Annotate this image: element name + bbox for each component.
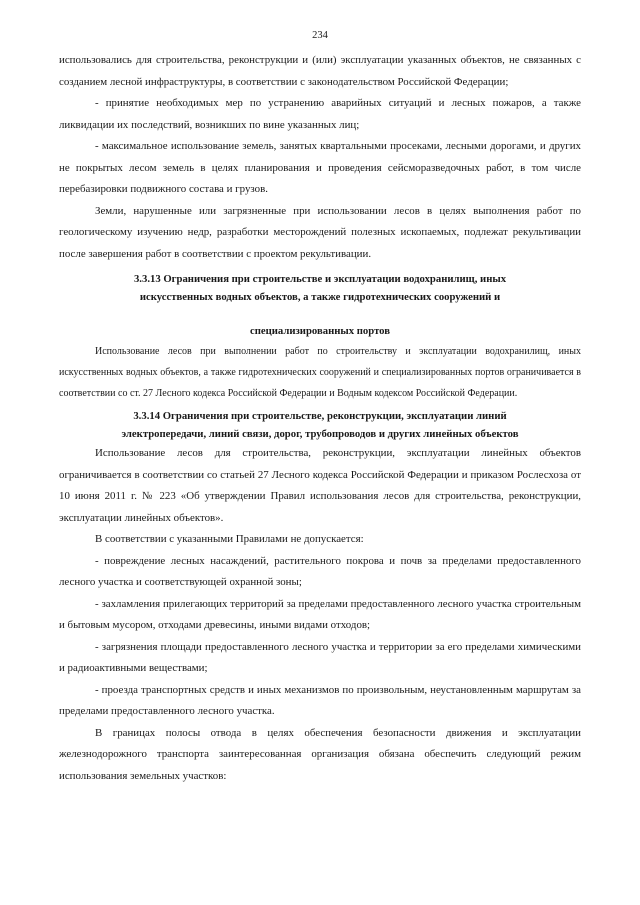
section-heading-3313-line3: специализированных портов	[249, 325, 391, 337]
paragraph-3314-intro: Использование лесов для строительства, реконструкции, эксплуатации линейных объектов ограничивается в соответствии со статьей 27 Лесного кодекса Российской Федерации и приказом Рослесхоза от 10 июня 2011 г. № 223 «Об утверждении Правил использования лесов для строительства, реконструкции, эксплуатации линейных объектов».	[59, 447, 581, 524]
section-heading-3314	[59, 408, 581, 443]
list-item-max-use: - максимальное использование земель, занятых квартальными просеками, лесными дорогами, и других не покрытых лесом земель в целях планирования и проведения сейсморазведочных работ, в том числе перебазировки подвижного состава и грузов.	[59, 140, 581, 195]
list-item-littering: - захламления прилегающих территорий за пределами предоставленного лесного участка строительным и бытовым мусором, отходами древесины, иными видами отходов;	[59, 597, 581, 632]
section-heading-3314-line1: 3.3.14 Ограничения при строительстве, реконструкции, эксплуатации линий	[133, 410, 507, 423]
section-heading-3313-line1: 3.3.13 Ограничения при строительстве и эксплуатации водохранилищ, иных	[133, 273, 507, 285]
page-content	[59, 50, 581, 787]
section-heading-3313-line2: искусственных водных объектов, а также гидротехнических сооружений и	[139, 290, 501, 303]
list-item-vehicles: - проезда транспортных средств и иных механизмов по произвольным, неустановленным маршрутам за пределами предоставленного лесного участка.	[59, 683, 581, 718]
paragraph-continuation: использовались для строительства, реконструкции и (или) эксплуатации указанных объектов, не связанных с созданием лесной инфраструктуры, в соответствии с законодательством Российской Федерации;	[59, 54, 581, 88]
paragraph-3313-body: Использование лесов при выполнении работ по строительству и эксплуатации водохранилищ, иных искусственных водных объектов, а также гидротехнических сооружений и специализированных портов ограничивается в соответствии со ст. 27 Лесного кодекса Российской Федерации и Водным кодексом Российской Федерации.	[59, 345, 581, 400]
paragraph-3314-rules: В соответствии с указанными Правилами не допускается:	[95, 533, 364, 546]
section-heading-3313	[59, 271, 581, 306]
list-item-damage: - повреждение лесных насаждений, растительного покрова и почв за пределами предоставленного лесного участка и соответствующей охранной зоны;	[59, 554, 581, 589]
paragraph-recultivation: Земли, нарушенные или загрязненные при использовании лесов в целях выполнения работ по геологическому изучению недр, разработки месторождений полезных ископаемых, подлежат рекультивации после завершения работ в соответствии с проектом рекультивации.	[59, 204, 581, 260]
paragraph-right-of-way: В границах полосы отвода в целях обеспечения безопасности движения и эксплуатации железнодорожного транспорта заинтересованная организация обязана обеспечить следующий режим использования земельных участков:	[59, 726, 581, 782]
section-heading-3314-line2: электропередачи, линий связи, дорог, трубопроводов и других линейных объектов	[121, 427, 519, 440]
list-item-pollution: - загрязнения площади предоставленного лесного участка и территории за его пределами химическими и радиоактивными веществами;	[59, 640, 581, 675]
list-item-emergency: - принятие необходимых мер по устранению аварийных ситуаций и лесных пожаров, а также ликвидации их последствий, возникших по вине указанных лиц;	[59, 97, 581, 131]
page-number: 234	[312, 30, 328, 41]
